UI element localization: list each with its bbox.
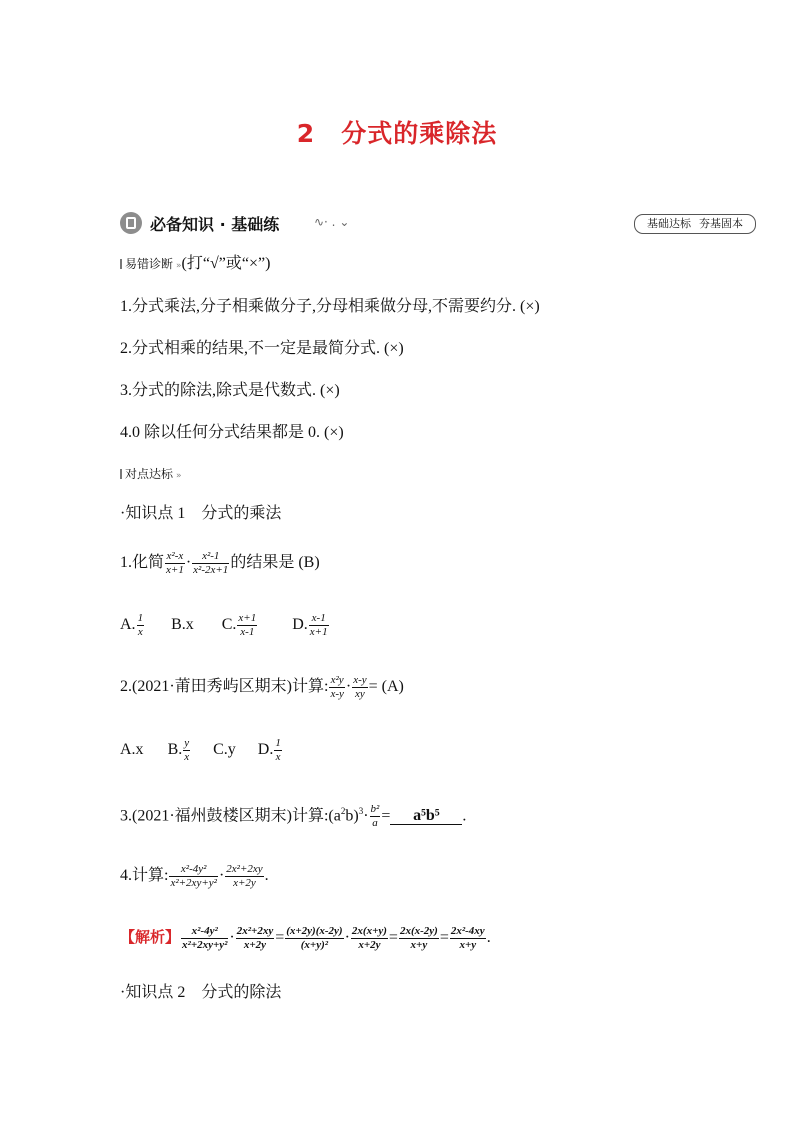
diagnosis-item: 2.分式相乘的结果,不一定是最简分式. (×) [120, 340, 404, 357]
diagnosis-header [120, 253, 270, 277]
question-2: 2.(2021·莆田秀屿区期末)计算: $\frac{\text{x²y}}{x-y}$ · $\frac{x-y}{xy}$ = (A) [120, 674, 404, 700]
decoration: ∿· . ⌄ [314, 215, 350, 229]
practice-header [120, 463, 182, 487]
section-label: 必备知识 · 基础练 [150, 215, 280, 234]
title-text: 分式的乘除法 [341, 119, 498, 148]
practice-tag: 对点达标 » [120, 467, 182, 481]
section-badge [634, 214, 756, 234]
diagnosis-tag: 易错诊断 » [120, 257, 182, 271]
badge-text-2: 夯基固本 [699, 217, 743, 230]
book-icon [120, 212, 142, 234]
question-3: 3.(2021·福州鼓楼区期末)计算$:(a^2b)^3\cdot$ $\frac{\text{b²}}{a}$ = a⁵b⁵ . [120, 803, 467, 830]
knowledge-point-1: ·知识点 1 分式的乘法 [120, 505, 282, 522]
diagnosis-item: 3.分式的除法,除式是代数式. (×) [120, 382, 340, 399]
solution-label: 【解析】 [120, 928, 181, 947]
solution: 【解析】 $\frac{\text{x²-4y²}}{\text{x²+2xy+y²}}$ · $\frac{\text{2x²+2xy}}{x+2y}$ = $\frac{(x+2y)(x-2y)}{\text{(x+y)²}}$ · $\frac{2x(x+y)}{x+2y}$ = $\frac{2x(x-2y)}{x+y}$ = $\frac{\text{2x²-4xy}}{x+y}$ . [120, 925, 491, 951]
badge-text-1: 基础达标 [647, 217, 691, 230]
question-2-options: A.x B. $\frac{y}{x}$ C.y D. $\frac{1}{x}$ [120, 737, 281, 763]
question-1: 1.化简 $\frac{\text{x²-x}}{x+1}$ · $\frac{\text{x²-1}}{\text{x²-2x+1}}$ 的结果是 (B) [120, 550, 320, 576]
diagnosis-item: 1.分式乘法,分子相乘做分子,分母相乘做分母,不需要约分. (×) [120, 298, 540, 315]
question-1-options: A. $\frac{1}{x}$ B.x C. $\frac{x+1}{x-1}$ D. $\frac{x-1}{x+1}$ [120, 612, 328, 638]
page-title [0, 114, 794, 150]
knowledge-point-2: ·知识点 2 分式的除法 [120, 984, 282, 1001]
title-number: 2 [296, 119, 316, 148]
section-bar [120, 210, 756, 236]
question-4: 4.计算: $\frac{\text{x²-4y²}}{\text{x²+2xy+y²}}$ · $\frac{\text{2x²+2xy}}{x+2y}$ . [120, 863, 269, 889]
diagnosis-instruction: (打“√”或“×”) [181, 255, 271, 272]
answer-blank: a⁵b⁵ [390, 808, 462, 825]
diagnosis-item: 4.0 除以任何分式结果都是 0. (×) [120, 424, 344, 441]
